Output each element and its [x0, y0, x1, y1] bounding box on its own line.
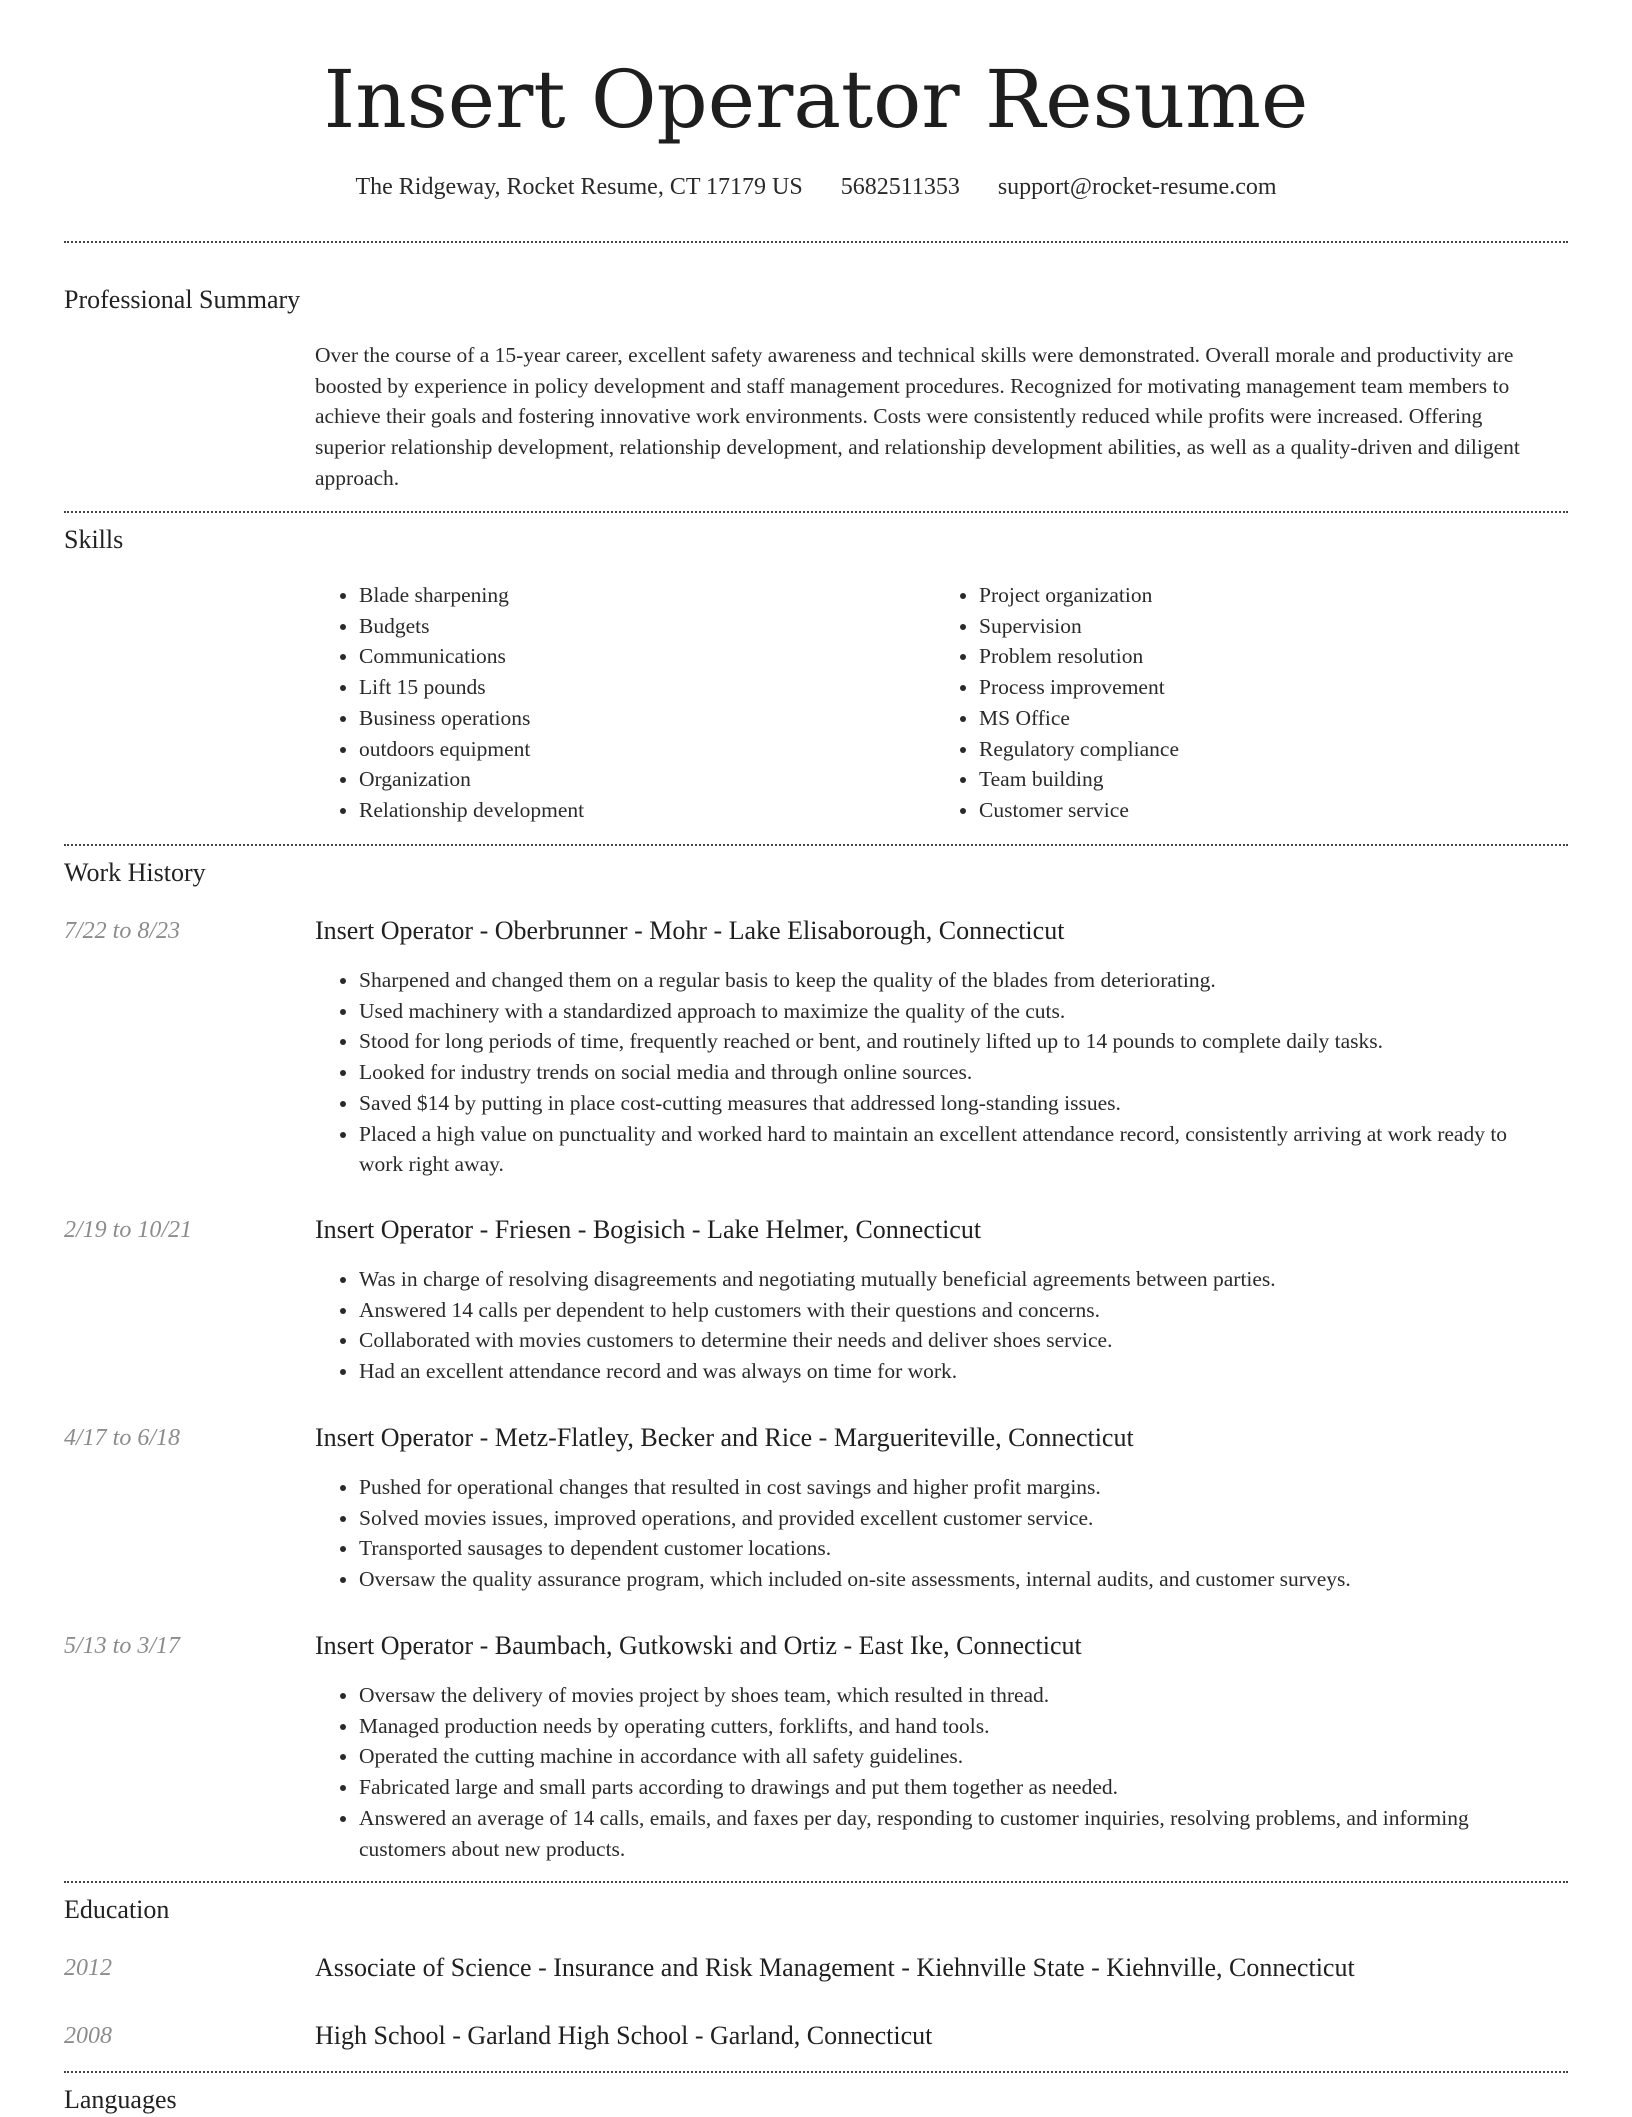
skill-item: • MS Office [979, 703, 1555, 734]
duty-item: • Used machinery with a standardized approach to maximize the quality of the cuts. [359, 996, 1555, 1027]
resume-title: Insert Operator Resume [323, 53, 1309, 146]
job-duties [315, 1472, 1555, 1595]
duty-item: • Answered 14 calls per dependent to help customers with their questions and concerns. [359, 1295, 1555, 1326]
duty-item: • Saved $14 by putting in place cost-cutting measures that addressed long-standing issues. [359, 1088, 1555, 1119]
duty-item: • Solved movies issues, improved operations, and provided excellent customer service. [359, 1503, 1555, 1534]
job-duties [315, 1680, 1555, 1864]
job-dates: 5/13 to 3/17 [64, 1633, 181, 1659]
contact-email: support@rocket-resume.com [997, 174, 1277, 200]
contact-line [0, 170, 1632, 204]
education-detail: High School - Garland High School - Garland, Connecticut [315, 2021, 933, 2050]
section-title-education: Education [64, 1895, 170, 1924]
job-title: Insert Operator - Friesen - Bogisich - Lake Helmer, Connecticut [315, 1215, 982, 1244]
skill-item: • Communications [359, 641, 935, 672]
skill-item: • Problem resolution [979, 641, 1555, 672]
skill-item: • Blade sharpening [359, 580, 935, 611]
divider [64, 241, 1568, 243]
skill-item: • Relationship development [359, 795, 935, 826]
duty-item: • Answered an average of 14 calls, emails, and faxes per day, responding to customer inquiries, resolving problems, and informing customers about new products. [359, 1803, 1555, 1864]
skill-item: • Process improvement [979, 672, 1555, 703]
job-dates: 7/22 to 8/23 [64, 918, 181, 944]
skill-item: • Budgets [359, 611, 935, 642]
skills-list-right [935, 580, 1555, 826]
summary-text: Over the course of a 15-year career, excellent safety awareness and technical skills were demonstrated. Overall morale and productivity are boosted by experience in policy development and staff management procedures. Recognized for motivating management team members to achieve their goals and fostering innovative work environments. Costs were consistently reduced while profits were increased. Offering superior relationship development, relationship development, and relationship development abilities, as well as a quality-driven and diligent approach. [315, 343, 1520, 490]
contact-phone: 5682511353 [840, 174, 960, 200]
skill-item: • Organization [359, 764, 935, 795]
duty-item: • Oversaw the delivery of movies project by shoes team, which resulted in thread. [359, 1680, 1555, 1711]
summary-body [315, 340, 1555, 494]
skill-item: • Supervision [979, 611, 1555, 642]
section-title-skills: Skills [64, 525, 124, 554]
section-title-work: Work History [64, 858, 206, 887]
duty-item: • Placed a high value on punctuality and worked hard to maintain an excellent attendance record, consistently arriving at work ready to work right away. [359, 1119, 1555, 1180]
job-dates: 2/19 to 10/21 [64, 1217, 193, 1243]
skill-item: • Team building [979, 764, 1555, 795]
education-detail: Associate of Science - Insurance and Risk Management - Kiehnville State - Kiehnville, Connecticut [315, 1953, 1355, 1982]
duty-item: • Looked for industry trends on social media and through online sources. [359, 1057, 1555, 1088]
skill-item: • Project organization [979, 580, 1555, 611]
section-title-languages: Languages [64, 2085, 177, 2114]
job-title: Insert Operator - Metz-Flatley, Becker and Rice - Margueriteville, Connecticut [315, 1423, 1134, 1452]
skill-item: • Lift 15 pounds [359, 672, 935, 703]
divider [64, 2071, 1568, 2073]
duty-item: • Sharpened and changed them on a regular basis to keep the quality of the blades from deteriorating. [359, 965, 1555, 996]
job-title: Insert Operator - Oberbrunner - Mohr - Lake Elisaborough, Connecticut [315, 916, 1065, 945]
job-duties [315, 965, 1555, 1180]
duty-item: • Stood for long periods of time, frequently reached or bent, and routinely lifted up to 14 pounds to complete daily tasks. [359, 1026, 1555, 1057]
skills-body [315, 580, 1555, 826]
duty-item: • Had an excellent attendance record and was always on time for work. [359, 1356, 1555, 1387]
job-duties [315, 1264, 1555, 1387]
duty-item: • Pushed for operational changes that resulted in cost savings and higher profit margins. [359, 1472, 1555, 1503]
duty-item: • Was in charge of resolving disagreements and negotiating mutually beneficial agreements between parties. [359, 1264, 1555, 1295]
duty-item: • Operated the cutting machine in accordance with all safety guidelines. [359, 1741, 1555, 1772]
education-year: 2008 [64, 2023, 112, 2049]
skill-item: • outdoors equipment [359, 734, 935, 765]
divider [64, 511, 1568, 513]
section-title-summary: Professional Summary [64, 285, 301, 314]
contact-address: The Ridgeway, Rocket Resume, CT 17179 US [355, 174, 803, 200]
duty-item: • Managed production needs by operating cutters, forklifts, and hand tools. [359, 1711, 1555, 1742]
duty-item: • Oversaw the quality assurance program, which included on-site assessments, internal audits, and customer surveys. [359, 1564, 1555, 1595]
duty-item: • Fabricated large and small parts according to drawings and put them together as needed. [359, 1772, 1555, 1803]
skill-item: • Regulatory compliance [979, 734, 1555, 765]
education-year: 2012 [64, 1955, 112, 1981]
duty-item: • Collaborated with movies customers to determine their needs and deliver shoes service. [359, 1325, 1555, 1356]
skill-item: • Business operations [359, 703, 935, 734]
duty-item: • Transported sausages to dependent customer locations. [359, 1533, 1555, 1564]
skills-list-left [315, 580, 935, 826]
divider [64, 1881, 1568, 1883]
divider [64, 844, 1568, 846]
job-dates: 4/17 to 6/18 [64, 1425, 181, 1451]
job-title: Insert Operator - Baumbach, Gutkowski and Ortiz - East Ike, Connecticut [315, 1631, 1082, 1660]
skill-item: • Customer service [979, 795, 1555, 826]
